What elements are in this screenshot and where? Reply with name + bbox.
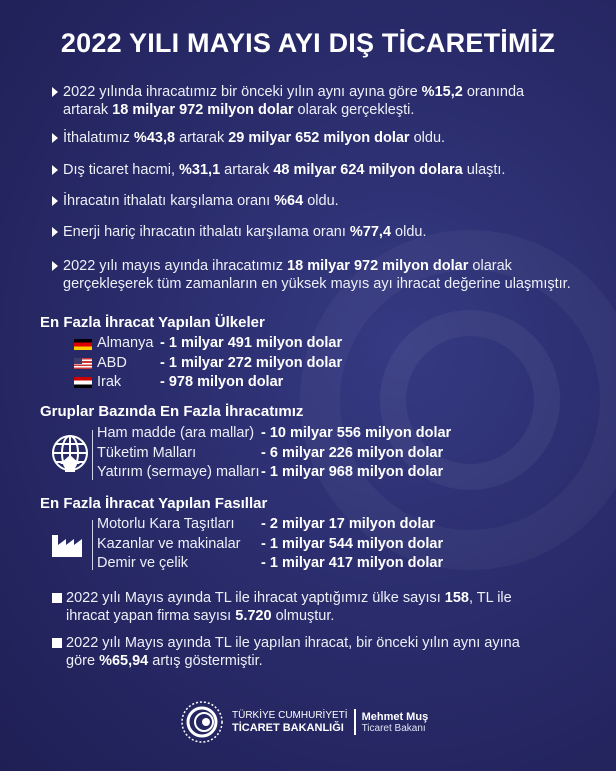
groups-heading: Gruplar Bazında En Fazla İhracatımız xyxy=(40,403,304,420)
bullet-text: Dış ticaret hacmi, xyxy=(63,162,180,178)
bullet-text: İthalatımız xyxy=(63,130,134,146)
triangle-bullet-icon xyxy=(52,87,58,97)
ministry-logo-icon xyxy=(180,700,224,744)
item-label: Ham madde (ara mallar) xyxy=(97,425,255,441)
item-label: Demir ve çelik xyxy=(97,555,189,571)
bullet-item xyxy=(52,161,592,179)
item-label: Irak xyxy=(97,374,122,390)
bullet-text: olarak gerçekleşerek tüm zamanların en yüksek mayıs ayı ihracat değerine ulaşmıştır. xyxy=(63,258,571,292)
countries-heading: En Fazla İhracat Yapılan Ülkeler xyxy=(40,314,265,331)
triangle-bullet-icon xyxy=(52,165,58,175)
bullet-item xyxy=(52,83,532,119)
usa-flag-icon xyxy=(74,358,92,369)
org-line2: TİCARET BAKANLIĞI xyxy=(232,722,344,734)
highlight-value: 29 milyar 652 milyon dolar xyxy=(228,130,410,146)
minister-name: Mehmet Muş xyxy=(361,710,429,723)
bullet-text: oldu. xyxy=(303,193,339,209)
square-bullet-icon xyxy=(52,638,62,648)
bullet-text: 2022 yılı mayıs ayında ihracatımız xyxy=(63,258,288,274)
item-label: Almanya xyxy=(97,335,154,351)
highlight-value: 48 milyar 624 milyon dolara xyxy=(273,162,463,178)
highlight-value: 18 milyar 972 milyon dolar xyxy=(287,258,469,274)
highlight-value: %31,1 xyxy=(179,162,221,178)
item-label: Tüketim Malları xyxy=(97,444,197,461)
bullet-text: 2022 yılı Mayıs ayında TL ile ihracat yaptığımız ülke sayısı xyxy=(66,590,445,606)
bullet-item xyxy=(52,634,522,670)
triangle-bullet-icon xyxy=(52,261,58,271)
item-label: ABD xyxy=(97,354,127,371)
triangle-bullet-icon xyxy=(52,133,58,143)
divider xyxy=(92,520,93,570)
item-value: - 10 milyar 556 milyon dolar xyxy=(261,425,452,441)
highlight-value: %43,8 xyxy=(133,130,176,146)
bullet-text: oldu. xyxy=(391,224,427,240)
bullet-text: İhracatın ithalatı karşılama oranı xyxy=(63,193,275,209)
watermark-crescent xyxy=(380,310,560,490)
minister-role: Ticaret Bakanı xyxy=(361,722,426,734)
page-title: 2022 YILI MAYIS AYI DIŞ TİCARETİMİZ xyxy=(60,28,556,58)
bullet-text: olmuştur. xyxy=(271,608,335,624)
org-line1: TÜRKİYE CUMHURİYETİ xyxy=(232,710,348,721)
bullet-text: ulaştı. xyxy=(462,162,506,178)
iraq-flag-icon xyxy=(74,377,92,388)
factory-icon xyxy=(52,527,82,557)
germany-flag-icon xyxy=(74,339,92,350)
item-value: - 6 milyar 226 milyon dolar xyxy=(261,444,444,461)
bullet-text: , TL ile ihracat yapan firma sayısı xyxy=(66,590,512,624)
triangle-bullet-icon xyxy=(52,196,58,206)
bullet-text: artarak xyxy=(220,162,274,178)
bullet-text: artış göstermiştir. xyxy=(148,653,263,669)
bullet-text: olarak gerçekleşti. xyxy=(293,102,415,118)
item-label: Kazanlar ve makinalar xyxy=(97,535,241,552)
item-value: - 1 milyar 544 milyon dolar xyxy=(261,535,444,552)
item-value: - 2 milyar 17 milyon dolar xyxy=(261,516,436,532)
bullet-text: oranında artarak xyxy=(63,84,525,118)
item-value: - 1 milyar 968 milyon dolar xyxy=(261,464,444,480)
highlight-value: %64 xyxy=(274,193,304,209)
bullet-item xyxy=(52,129,592,147)
square-bullet-icon xyxy=(52,593,62,603)
triangle-bullet-icon xyxy=(52,227,58,237)
highlight-value: 18 milyar 972 milyon dolar xyxy=(112,102,294,118)
chapters-heading: En Fazla İhracat Yapılan Fasıllar xyxy=(40,495,268,512)
highlight-value: %65,94 xyxy=(99,653,149,669)
footer xyxy=(180,700,428,744)
bullet-item xyxy=(52,589,522,625)
bullet-item xyxy=(52,192,592,210)
bullet-text: Enerji hariç ihracatın ithalatı karşılama oranı xyxy=(63,224,350,240)
footer-divider xyxy=(354,709,356,735)
item-label: Yatırım (sermaye) malları xyxy=(97,464,260,480)
item-label: Motorlu Kara Taşıtları xyxy=(97,516,235,532)
globe-export-icon xyxy=(50,433,90,473)
bullet-text: 2022 yılı Mayıs ayında TL ile yapılan ihracat, bir önceki yılın aynı ayına göre xyxy=(66,635,520,669)
item-value: - 1 milyar 417 milyon dolar xyxy=(261,555,444,571)
bullet-item xyxy=(52,223,592,241)
item-value: - 1 milyar 272 milyon dolar xyxy=(160,354,343,371)
bullet-text: oldu. xyxy=(409,130,446,146)
bullet-text: artarak xyxy=(175,130,229,146)
highlight-value: %15,2 xyxy=(421,84,463,100)
item-value: - 1 milyar 491 milyon dolar xyxy=(160,335,343,351)
item-value: - 978 milyon dolar xyxy=(160,374,284,390)
highlight-value: %77,4 xyxy=(349,224,392,240)
highlight-value: 158 xyxy=(444,590,469,606)
bullet-item xyxy=(52,257,592,293)
highlight-value: 5.720 xyxy=(235,608,272,624)
bullet-text: 2022 yılında ihracatımız bir önceki yılın aynı ayına göre xyxy=(63,84,422,100)
divider xyxy=(92,430,93,480)
